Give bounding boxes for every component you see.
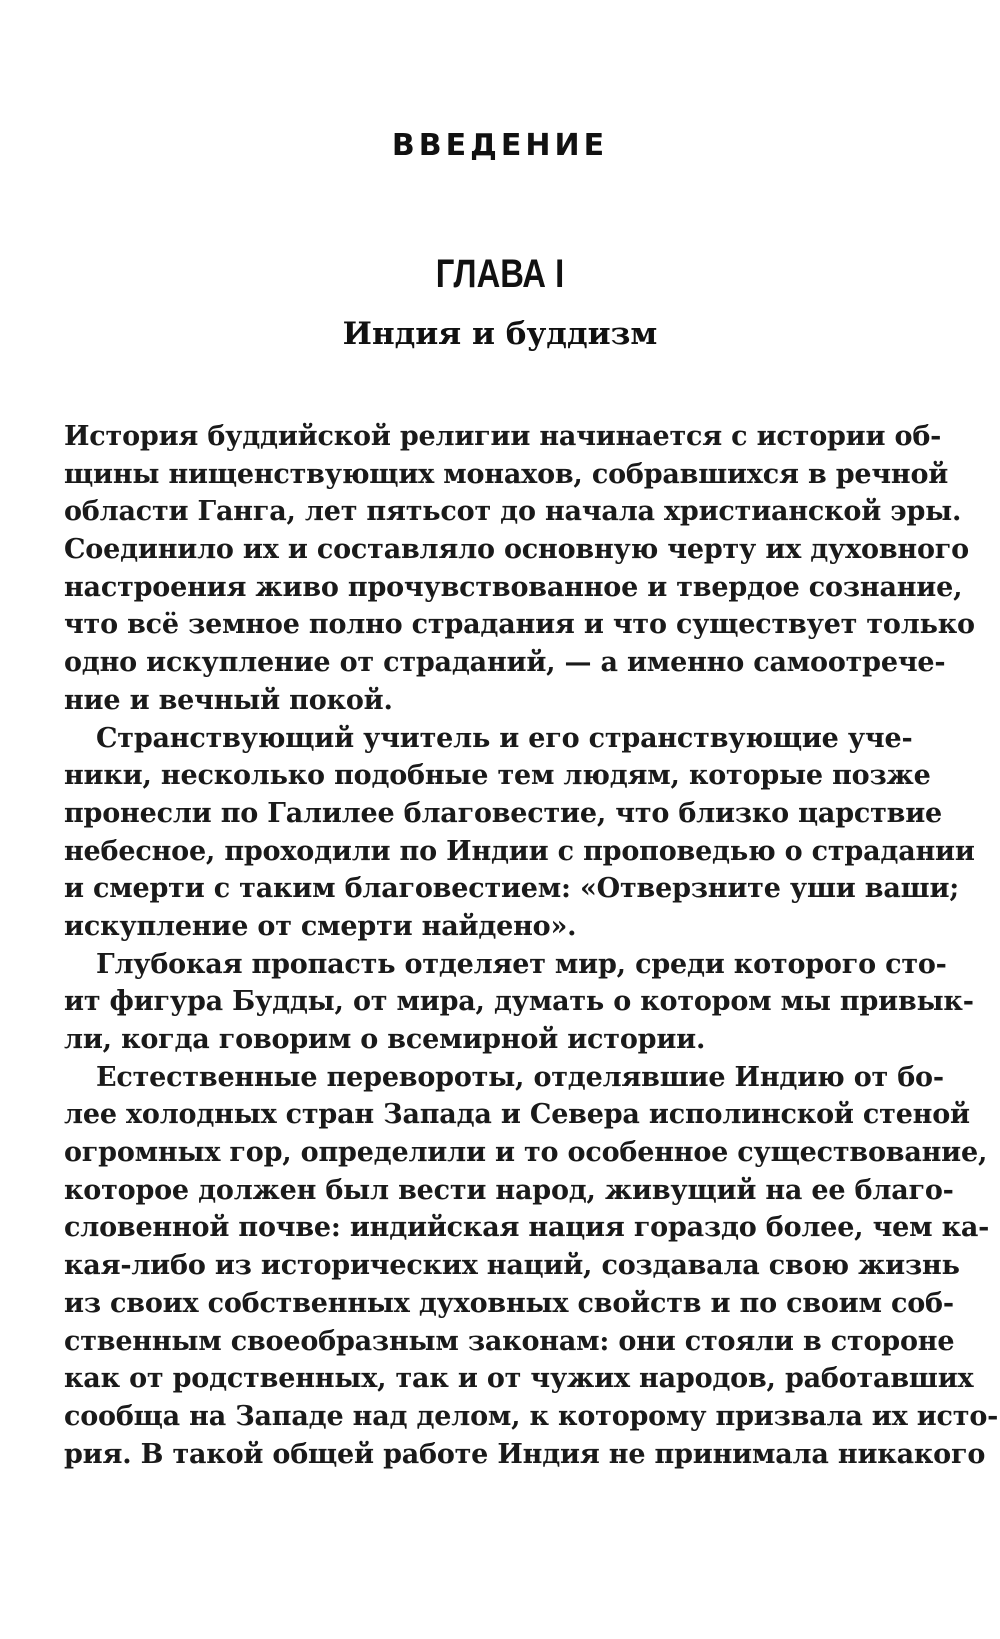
text-line: лее холодных стран Запада и Севера исполинской стеной <box>64 1099 970 1131</box>
text-line: области Ганга, лет пятьсот до начала христианской эры. <box>64 496 962 528</box>
chapter-label: ГЛАВА I <box>435 252 565 296</box>
text-line: огромных гор, определили и то особенное существование, <box>64 1137 988 1169</box>
text-line: сообща на Западе над делом, к которому призвала их исто- <box>64 1400 999 1432</box>
text-line: одно искупление от страданий, — а именно самоотрече- <box>64 647 946 679</box>
text-line: искупление от смерти найдено». <box>64 910 577 942</box>
text-line: ли, когда говорим о всемирной истории. <box>64 1024 706 1055</box>
chapter-title: Индия и буддизм <box>342 316 658 352</box>
text-line: Естественные перевороты, отделявшие Индию от бо- <box>96 1061 944 1093</box>
text-line: рия. В такой общей работе Индия не принимала никакого <box>64 1438 986 1470</box>
text-line: ники, несколько подобные тем людям, которые позже <box>64 760 931 792</box>
text-line: Глубокая пропасть отделяет мир, среди которого сто- <box>96 948 947 980</box>
text-line: кая-либо из исторических наций, создавала свою жизнь <box>64 1250 960 1282</box>
text-line: История буддийской религии начинается с истории об- <box>64 421 942 452</box>
section-title: ВВЕДЕНИЕ <box>391 128 609 163</box>
text-line: ние и вечный покой. <box>64 684 393 716</box>
text-line: ит фигура Будды, от мира, думать о котором мы привык- <box>64 986 974 1018</box>
text-line: щины нищенствующих монахов, собравшихся в речной <box>64 458 949 490</box>
text-line: как от родственных, так и от чужих народов, работавших <box>64 1363 974 1395</box>
body-text <box>64 418 999 1473</box>
text-line: Странствующий учитель и его странствующие уче- <box>96 722 913 754</box>
text-line: словенной почве: индийская нация гораздо более, чем ка- <box>64 1212 990 1244</box>
text-line: и смерти с таким благовестием: «Отверзните уши ваши; <box>64 873 960 905</box>
text-line: из своих собственных духовных свойств и по своим соб- <box>64 1287 954 1319</box>
text-line: что всё земное полно страдания и что существует только <box>64 609 975 641</box>
text-line: которое должен был вести народ, живущий на ее благо- <box>64 1174 954 1206</box>
text-line: ственным своеобразным законам: они стояли в стороне <box>64 1325 955 1357</box>
text-line: Соединило их и составляло основную черту их духовного <box>64 534 969 566</box>
text-line: настроения живо прочувствованное и твердое сознание, <box>64 571 963 603</box>
text-line: пронесли по Галилее благовестие, что близко царствие <box>64 797 943 829</box>
text-line: небесное, проходили по Индии с проповедью о страдании <box>64 835 975 867</box>
